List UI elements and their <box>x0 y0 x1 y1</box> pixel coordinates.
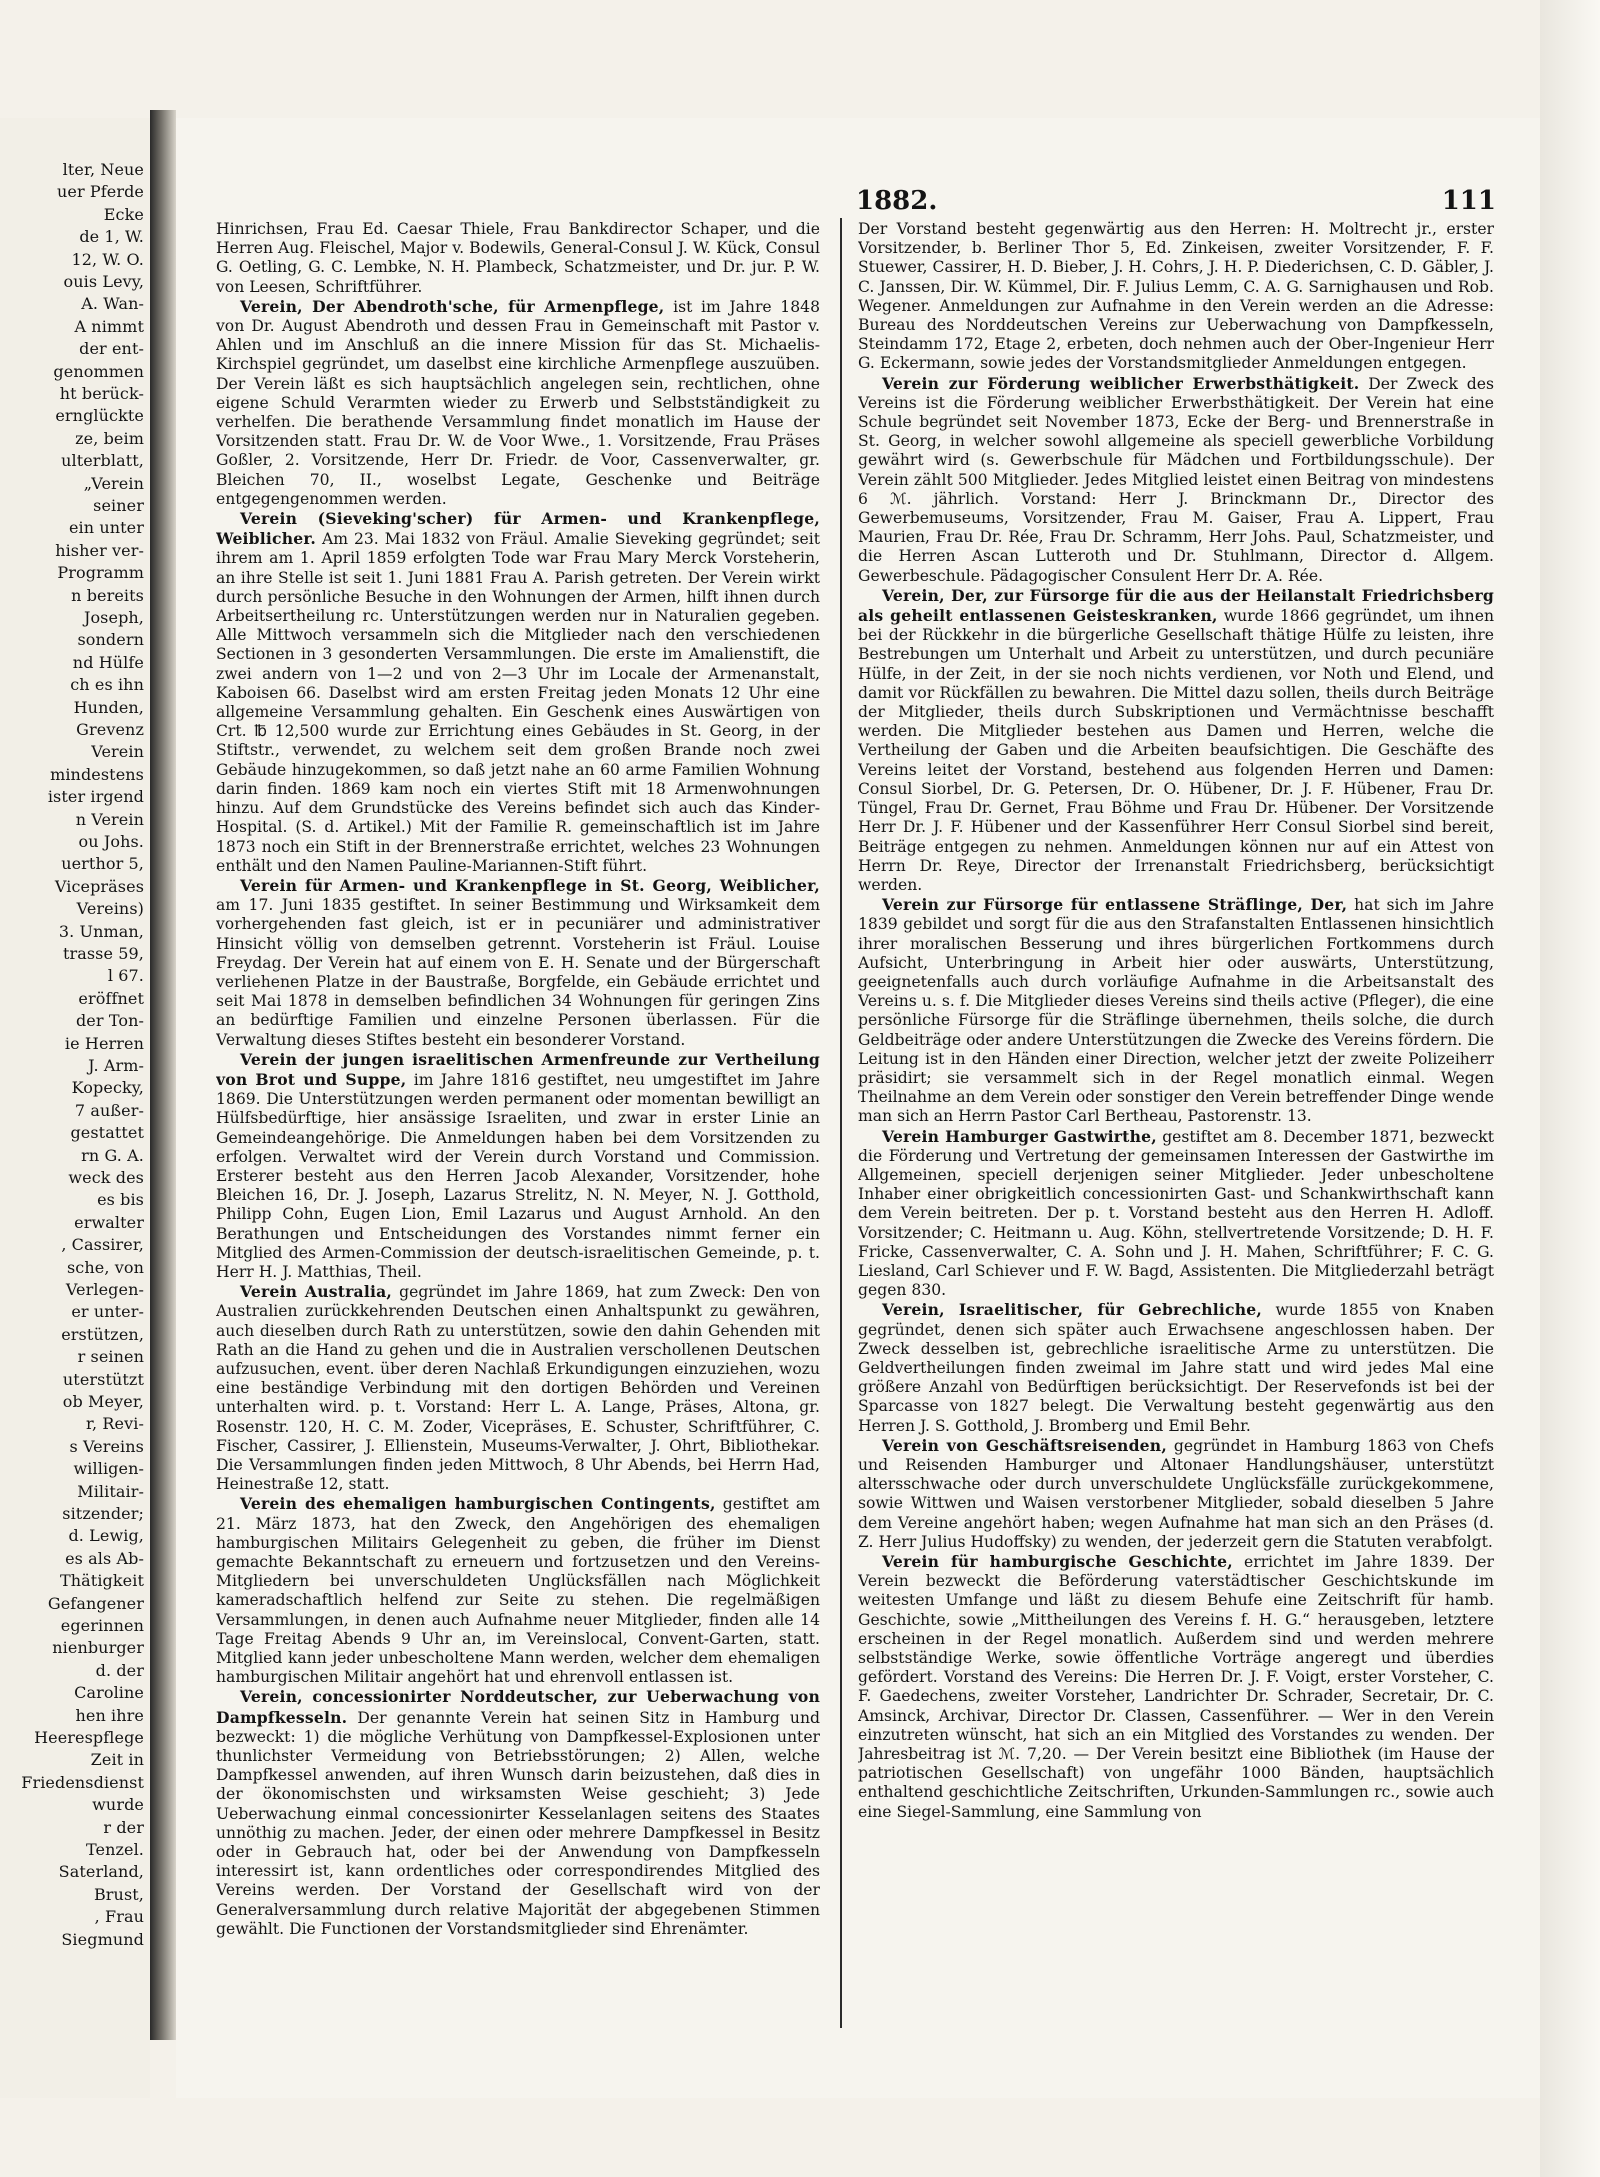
entry-heading: Verein des ehemaligen hamburgischen Contingents, <box>240 1494 716 1514</box>
entry-text: im Jahre 1816 gestiftet, neu umgestiftet im Jahre 1869. Die Unterstützungen werden permanent oder momentan bewilligt an Hülfsbedürftige, hier ansässige Israeliten, und zwar in erster Linie an Gemeindeangehörige. Die Anmeldungen haben bei dem Vorsitzenden zu erfolgen. Verwaltet wird der Verein durch Vorstand und Commission. Ersterer besteht aus den Herren Jacob Alexander, Vorsitzender, hohe Bleichen 16, Dr. J. Joseph, Lazarus Strelitz, N. N. Meyer, N. J. Gotthold, Philipp Cohn, Eugen Lion, Emil Lazarus und August Arnhold. An den Berathungen und Entscheidungen des Vorstandes nimmt ferner ein Mitglied des Armen-Commission der deutsch-israelitischen Gemeinde, p. t. Herr H. J. Matthias, Theil. <box>216 1070 820 1281</box>
facing-page-line: ob Meyer, <box>62 1392 144 1411</box>
facing-page-line: Friedensdienst <box>21 1772 144 1792</box>
facing-page-line: willigen- <box>73 1459 144 1479</box>
entry-heading: Verein, Der, zur Fürsorge für die aus der Heilanstalt Friedrichsberg als geheilt entlassenen Geisteskranken, <box>858 585 1494 626</box>
entry-text: hat sich im Jahre 1839 gebildet und sorgt für die aus den Strafanstalten Entlassenen hinsichtlich ihrer moralischen Besserung und ihres bürgerlichen Fortkommens durch Aufsicht, Unterbringung in Arbeit hier oder auswärts, Unterstützung, geeignetenfalls auch durch vorläufige Aufnahme in die Arbeitsanstalt des Vereins u. s. f. Die Mitglieder dieses Vereins sind theils active (Pfleger), die eine persönliche Fürsorge für die Sträflinge übernehmen, theils solche, die durch Geldbeiträge oder andere Unterstützungen die Zwecke des Vereins fördern. Die Leitung ist in den Händen einer Direction, welcher jetzt der zweite Polizeiherr präsidirt; sie versammelt sich in der Regel monatlich einmal. Wegen Theilnahme an dem Verein oder sonstiger den Verein betreffender Dinge wende man sich an Herrn Pastor Carl Bertheau, Pastorenstr. 13. <box>858 896 1494 1126</box>
facing-page-line: weck des <box>68 1168 144 1187</box>
society-entry <box>858 1436 1494 1552</box>
facing-page-line: es als Ab- <box>65 1548 144 1568</box>
facing-page-line: uer Pferde <box>56 182 144 202</box>
facing-page-line: 7 außer- <box>74 1100 144 1120</box>
facing-page-line: „Verein <box>83 473 144 493</box>
entry-text: Der Zweck des Vereins ist die Förderung weiblicher Erwerbsthätigkeit. Der Verein hat eine Schule begründet seit November 1873, Ecke der Berg- und Brennerstraße in St. Georg, in welcher sowohl allgemeine als speciell gewerbliche Vorbildung gewährt wird (s. Gewerbschule für Mädchen und Fortbildungsschule). Der Verein zählt 500 Mitglieder. Jedes Mitglied leistet einen Beitrag von mindestens 6 ℳ. jährlich. Vorstand: Herr J. Brinckmann Dr., Director des Gewerbemuseums, Vorsitzender, Frau M. Gaiser, Frau A. Lippert, Frau Maurien, Frau Dr. Rée, Frau Dr. Schramm, Herr Johs. Paul, Schatzmeister, und die Herren Ascan Lutteroth und Dr. Stuhlmann, Director d. Allgem. Gewerbeschule. Pädagogischer Consulent Herr Dr. A. Rée. <box>858 374 1494 585</box>
page-year: 1882. <box>856 186 938 216</box>
society-entry <box>216 1050 820 1282</box>
entry-text: gestiftet am 8. December 1871, bezweckt die Förderung und Vertretung der gemeinsamen Interessen der Gastwirthe im Allgemeinen, speciell derjenigen seiner Mitglieder. Jeder unbescholtene Inhaber einer obrigkeitlich concessionirten Gast- und Schankwirthschaft kann dem Verein beitreten. Der p. t. Vorstand besteht aus den Herren H. Adloff. Vorsitzender; C. Heitmann u. Aug. Köhn, stellvertretende Vorsitzende; D. H. F. Fricke, Cassenverwalter, C. A. Sohn und J. H. Mahen, Schriftführer; F. C. G. Liesland, Carl Schiever und F. W. Bagd, Assistenten. Die Mitgliederzahl beträgt gegen 830. <box>858 1127 1494 1300</box>
entry-heading: Verein (Sieveking'scher) für Armen- und Krankenpflege, Weiblicher. <box>216 509 820 549</box>
entry-heading: Verein zur Fürsorge für entlassene Sträflinge, Der, <box>882 895 1348 915</box>
right-text-column <box>858 220 1494 2080</box>
entry-heading: Verein, concessionirter Norddeutscher, zur Ueberwachung von Dampfkesseln. <box>216 1687 820 1727</box>
society-entry <box>858 1127 1494 1301</box>
entry-heading: Verein Australia, <box>240 1282 393 1302</box>
facing-page-line: r, Revi- <box>86 1414 144 1434</box>
facing-page-line: Gefangener <box>47 1593 144 1613</box>
facing-page-line: de 1, W. <box>79 227 144 247</box>
book-page <box>176 118 1540 2098</box>
society-entry <box>216 1494 820 1687</box>
entry-heading: Verein, Der Abendroth'sche, für Armenpflege, <box>240 296 665 316</box>
entry-text: gegründet in Hamburg 1863 von Chefs und Reisenden Hamburger und Altonaer Handlungshäuser, unterstützt altersschwache oder durch unverschuldete Unglücksfälle zurückgekommene, sowie Wittwen und Waisen verstorbener Mitglieder, sobald dieselben 5 Jahre dem Vereine angehört haben; wegen Aufnahme hat man sich an den Präses (d. Z. Herr Julius Hudoffsky) zu wenden, der jederzeit gern die Statuten verabfolgt. <box>858 1436 1494 1551</box>
facing-page-line: 3. Unman, <box>58 921 144 941</box>
facing-page-line: ze, beim <box>75 428 144 448</box>
running-head <box>176 186 1540 218</box>
entry-text: gestiftet am 21. März 1873, hat den Zweck, den Angehörigen des ehemaligen hamburgischen Militairs Gelegenheit zu geben, die früher im Dienst gemachte Bekanntschaft zu erneuern und fortzusetzen und den Vereins-Mitgliedern bei unverschuldeten Unglücksfällen nach Möglichkeit kameradschaftlich helfend zur Seite zu stehen. Die regelmäßigen Versammlungen, in denen auch Aufnahme neuer Mitglieder, finden alle 14 Tage Freitag Abends 9 Uhr an, im Vereinslocal, Convent-Garten, statt. Mitglied kann jeder unbescholtene Mann werden, welcher dem ehemaligen hamburgischen Militair angehört hat und ehrenvoll entlassen ist. <box>216 1495 820 1687</box>
facing-page-line: Vereins) <box>76 899 144 919</box>
facing-page-line: sche, von <box>67 1257 144 1277</box>
facing-page-line: ernglückte <box>55 406 144 426</box>
facing-page-line: er unter- <box>71 1302 144 1322</box>
facing-page-line: nd Hülfe <box>72 652 144 672</box>
facing-page-line: mindestens <box>50 764 144 784</box>
society-entry <box>216 509 820 876</box>
facing-page-line: der Ton- <box>75 1011 144 1031</box>
facing-page-line: Grevenz <box>76 720 144 739</box>
facing-page-line: r der <box>103 1817 144 1837</box>
facing-page-line: , Cassirer, <box>61 1235 144 1255</box>
facing-page-line: ch es ihn <box>70 675 144 695</box>
society-entry <box>858 895 1494 1126</box>
facing-page-line: , Frau <box>94 1907 144 1927</box>
facing-page-line: Militair- <box>77 1481 144 1501</box>
facing-page-line: wurde <box>92 1795 144 1815</box>
column-divider <box>840 218 842 2028</box>
society-entry <box>858 1552 1494 1822</box>
facing-page-line: d. der <box>95 1660 144 1680</box>
entry-text: am 17. Juni 1835 gestiftet. In seiner Bestimmung und Wirksamkeit dem vorhergehenden fast gleich, ist er in pecuniärer und administrativer Hinsicht völlig von demselben getrennt. Vorsteherin ist Fräul. Louise Freydag. Der Verein hat auf einem von E. H. Senate und der Bürgerschaft verliehenen Platze in der Baustraße, Borgfelde, ein Gebäude errichtet und seit Mai 1878 in demselben befindlichen 34 Wohnungen für geringen Zins an bedürftige Familien und einzelne Personen überlassen. Für die Verwaltung dieses Stiftes besteht ein besonderer Vorstand. <box>216 896 820 1049</box>
entry-heading: Verein von Geschäftsreisenden, <box>882 1435 1167 1455</box>
facing-page-line: J. Arm- <box>88 1056 144 1075</box>
entry-heading: Verein zur Förderung weiblicher Erwerbsthätigkeit. <box>882 373 1360 393</box>
entry-text: Der Vorstand besteht gegenwärtig aus den Herren: H. Moltrecht jr., erster Vorsitzender, b. Berliner Thor 5, Ed. Zinkeisen, zweiter Vorsitzender, F. F. Stuewer, Cassirer, H. D. Bieber, J. H. Cohrs, J. H. P. Diederichsen, C. D. Gäbler, J. C. Janssen, Dir. W. Kümmel, Dir. F. Julius Lemm, C. A. G. Sarnighausen und Rob. Wegener. Anmeldungen zur Aufnahme in den Verein werden an die Adresse: Bureau des Norddeutschen Vereins zur Ueberwachung von Dampfkesseln, Steindamm 172, Etage 2, erbeten, doch nehmen auch der Ober-Ingenieur Herr G. Eckermann, sowie jedes der Vorstandsmitglieder Anmeldungen entgegen. <box>858 220 1494 373</box>
facing-page-line: ie Herren <box>64 1033 144 1053</box>
facing-page-line: ou Johs. <box>78 832 144 851</box>
society-entry <box>858 586 1494 895</box>
entry-heading: Verein, Israelitischer, für Gebrechliche, <box>882 1300 1263 1320</box>
facing-page-line: eröffnet <box>78 988 144 1008</box>
facing-page-line: ouis Levy, <box>63 272 144 291</box>
facing-page-line: Ecke <box>103 204 144 224</box>
society-entry <box>858 1300 1494 1435</box>
facing-page-line: Thätigkeit <box>59 1571 144 1591</box>
facing-page-line: sitzender; <box>62 1504 144 1523</box>
entry-heading: Verein der jungen israelitischen Armenfreunde zur Vertheilung von Brot und Suppe, <box>216 1049 820 1089</box>
facing-page-line: Programm <box>57 563 144 583</box>
facing-page-line: s Vereins <box>69 1436 144 1456</box>
entry-text: errichtet im Jahre 1839. Der Verein bezweckt die Beförderung vaterstädtischer Geschichtskunde im weitesten Umfange und läßt zu diesem Behufe eine Zeitschrift für hamb. Geschichte, sowie „Mittheilungen des Vereins f. H. G.“ herausgeben, letztere erscheinen in der Regel monatlich. Außerdem sind und werden mehrere selbstständige Werke, sowie öffentliche Vorträge angeregt und überdies gefördert. Vorstand des Vereins: Die Herren Dr. J. F. Voigt, erster Vorsteher, C. F. Gaedechens, zweiter Vorsteher, Landrichter Dr. Schrader, Secretair, Dr. C. Amsinck, Archivar, Director Dr. Classen, Cassenführer. — Wer in den Verein einzutreten wünscht, hat sich an ein Mitglied des Vorstandes zu wenden. Der Jahresbeitrag ist ℳ. 7,20. — Der Verein besitzt eine Bibliothek (im Hause der patriotischen Gesellschaft) von ungefähr 1000 Bänden, hauptsächlich enthaltend geschichtliche Zeitschriften, Urkunden-Sammlungen rc., sowie auch eine Siegel-Sammlung, eine Sammlung von <box>858 1553 1494 1821</box>
facing-page-line: seiner <box>93 496 144 515</box>
facing-page-line: Saterland, <box>58 1862 144 1882</box>
entry-text: Am 23. Mai 1832 von Fräul. Amalie Sieveking gegründet; seit ihrem am 1. April 1859 erfolgten Tode war Frau Mary Merck Vorsteherin, an ihre Stelle ist seit 1. Juni 1881 Frau A. Parish getreten. Der Verein wirkt durch persönliche Besuche in den Wohnungen der Armen, hilft ihnen durch Arbeitsertheilung rc. Unterstützungen werden nur in Naturalien gegeben. Alle Mittwoch versammeln sich die Mitglieder nach den verschiedenen Sectionen in 3 gesonderten Versammlungen. Die erste im Amalienstift, die zwei andern von 1—2 und von 2—3 Uhr im Locale der Armenanstalt, Kaboisen 66. Daselbst wird am ersten Freitag jeden Monats 12 Uhr eine allgemeine Versammlung gehalten. Ein Geschenk eines Auswärtigen von Crt. ℔ 12,500 wurde zur Errichtung eines Gebäudes in St. Georg, in der Stiftstr., verwendet, zu welchem seit dem großen Brande noch zwei Gebäude hinzugekommen, so daß jetzt nahe an 60 arme Familien Wohnung darin finden. 1869 kam noch ein viertes Stift mit 18 Armenwohnungen hinzu. Auf dem Grundstücke des Vereins befindet sich auch das Kinder-Hospital. (S. d. Artikel.) Mit der Familie R. gemeinschaftlich ist im Jahre 1873 noch ein Stift in der Brennerstraße errichtet, welches 23 Wohnungen enthält und den Namen Pauline-Mariannen-Stift führt. <box>216 530 820 875</box>
facing-page-fragment <box>0 118 150 2098</box>
facing-page-line: erwalter <box>74 1212 144 1232</box>
facing-page-line: d. Lewig, <box>68 1526 144 1546</box>
facing-page-line: ht berück- <box>59 384 144 403</box>
society-entry <box>216 1282 820 1494</box>
entry-text: Der genannte Verein hat seinen Sitz in Hamburg und bezweckt: 1) die mögliche Verhütung von Dampfkessel-Explosionen unter thunlichster Vermeidung von Betriebsstörungen; 2) Allen, welche Dampfkessel anwenden, auf ihren Wunsch darin beizustehen, daß dies in der ökonomischsten und wirksamsten Weise geschieht; 3) Jede Ueberwachung einmal concessionirter Kesselanlagen seitens des Staates unnöthig zu machen. Jeder, der einen oder mehrere Dampfkessel in Besitz oder in Gebrauch hat, oder bei der Anwendung von Dampfkesseln interessirt ist, kann ordentliches oder correspondirendes Mitglied des Vereins werden. Der Vorstand der Gesellschaft wird von der Generalversammlung durch relative Majorität der abgegebenen Stimmen gewählt. Die Functionen der Vorstandsmitglieder sind Ehrenämter. <box>216 1708 820 1938</box>
facing-page-line: der ent- <box>79 339 144 359</box>
facing-page-line: Hunden, <box>73 697 144 717</box>
facing-page-line: A nimmt <box>74 316 144 336</box>
book-gutter <box>150 110 176 2040</box>
facing-page-line: Verein <box>91 742 144 762</box>
society-entry <box>858 220 1494 374</box>
entry-heading: Verein Hamburger Gastwirthe, <box>882 1126 1157 1146</box>
facing-page-line: Verlegen- <box>65 1280 144 1299</box>
society-entry <box>858 374 1494 586</box>
facing-page-line: Heerespflege <box>34 1728 144 1747</box>
facing-page-line: rn G. A. <box>81 1145 144 1165</box>
facing-page-line: trasse 59, <box>62 944 144 963</box>
facing-page-line: ulterblatt, <box>61 451 144 471</box>
facing-page-line: n bereits <box>71 585 144 605</box>
facing-page-line: Brust, <box>93 1884 144 1904</box>
facing-page-line: nienburger <box>52 1638 144 1658</box>
facing-page-line: A. Wan- <box>81 294 144 314</box>
facing-page-line: uterstützt <box>62 1369 144 1389</box>
facing-page-line: Caroline <box>74 1683 144 1703</box>
entry-heading: Verein für Armen- und Krankenpflege in St. Georg, Weiblicher, <box>240 875 820 895</box>
facing-page-line: lter, Neue <box>62 160 144 179</box>
facing-page-line: erstützen, <box>61 1324 144 1344</box>
facing-page-line: Joseph, <box>83 608 144 627</box>
page-number: 111 <box>1441 186 1496 216</box>
facing-page-line: Kopecky, <box>71 1078 144 1098</box>
facing-page-line: Tenzel. <box>85 1840 144 1859</box>
facing-page-line: egerinnen <box>60 1616 144 1635</box>
entry-text: ist im Jahre 1848 von Dr. August Abendroth und dessen Frau in Gemeinschaft mit Pastor v. Ahlen und im Anschluß an die innere Mission für das St. Michaelis-Kirchspiel gegründet, um daselbst eine kirchliche Armenpflege auszuüben. Der Verein läßt es sich hauptsächlich angelegen sein, rechtlichen, ohne eigene Schuld Verarmten wieder zu Erwerb und Selbstständigkeit zu verhelfen. Die berathende Versammlung findet monatlich im Hause der Vorsitzenden statt. Frau Dr. W. de Voor Wwe., 1. Vorsitzende, Frau Präses Goßler, 2. Vorsitzende, Herr Dr. Friedr. de Voor, Cassenverwalter, gr. Bleichen 70, II., woselbst Legate, Geschenke und Beiträge entgegengenommen werden. <box>216 297 820 508</box>
society-entry <box>216 220 820 297</box>
society-entry <box>216 297 820 509</box>
facing-page-line: Vicepräses <box>54 876 144 896</box>
facing-page-line: r seinen <box>77 1347 144 1367</box>
page-edge <box>1540 0 1600 2177</box>
facing-page-line: genommen <box>53 361 144 381</box>
entry-heading: Verein für hamburgische Geschichte, <box>882 1552 1233 1572</box>
facing-page-line: ein unter <box>68 518 144 538</box>
facing-page-line: es bis <box>97 1190 144 1210</box>
facing-page-line: l 67. <box>107 966 144 986</box>
facing-page-line: 12, W. O. <box>71 249 144 269</box>
entry-text: gegründet im Jahre 1869, hat zum Zweck: Den von Australien zurückkehrenden Deutschen einen Anhaltspunkt zu gewähren, auch dieselben durch Rath zu unterstützen, sowie den dahin Gehenden mit Rath an die Hand zu gehen und die in Australien verschollenen Deutschen aufzusuchen, event. über deren Nachlaß Erkundigungen einzuziehen, wozu eine beständige Verbindung mit den dortigen Behörden und Vereinen unterhalten wird. p. t. Vorstand: Herr L. A. Lange, Präses, Altona, gr. Rosenstr. 120, H. C. M. Zoder, Vicepräses, E. Schuster, Schriftführer, C. Fischer, Cassirer, J. Ellienstein, Museums-Verwalter, J. Ohrt, Bibliothekar. Die Versammlungen finden jeden Mittwoch, 8 Uhr Abends, bei Herrn Had, Heinestraße 12, statt. <box>216 1283 820 1494</box>
facing-page-line: Zeit in <box>90 1750 144 1770</box>
society-entry <box>216 1687 820 1939</box>
facing-page-line: ister irgend <box>47 787 144 807</box>
facing-page-line: sondern <box>77 630 144 650</box>
facing-page-line: Siegmund <box>61 1929 144 1949</box>
facing-page-line: hisher ver- <box>55 540 144 560</box>
left-text-column <box>216 220 820 2080</box>
facing-page-line: n Verein <box>75 809 144 829</box>
entry-text: wurde 1866 gegründet, um ihnen bei der Rückkehr in die bürgerliche Gesellschaft thätige Hülfe zu leisten, ihre Bestrebungen um Unterhalt und Arbeit zu unterstützen, und durch pecuniäre Hülfe, in der Zeit, in der sie noch nichts verdienen, vor Noth und Elend, und damit vor Rückfällen zu bewahren. Die Mittel dazu sollen, theils durch Beiträge der Mitglieder, theils durch Subskriptionen und Vermächtnisse beschafft werden. Die Mitglieder bestehen aus Damen und Herren, welche die Vertheilung der Gaben und die Arbeiten beaufsichtigen. Die Geschäfte des Vereins leitet der Vorstand, bestehend aus folgenden Herren und Damen: Consul Siorbel, Dr. G. Petersen, Dr. O. Hübener, Dr. J. F. Hübener, Frau Dr. Tüngel, Frau Dr. Gernet, Frau Böhme und Frau Dr. Hübener. Der Vorsitzende Herr Dr. J. F. Hübener und der Kassenführer Herr Consul Siorbel sind bereit, Beiträge entgegen zu nehmen. Anmeldungen können nur auf ein Attest von Herrn Dr. Reye, Director der Irrenanstalt Friedrichsberg, berücksichtigt werden. <box>858 607 1494 894</box>
society-entry <box>216 876 820 1050</box>
entry-text: Hinrichsen, Frau Ed. Caesar Thiele, Frau Bankdirector Schaper, und die Herren Aug. Fleischel, Major v. Bodewils, General-Consul J. W. Kück, Consul G. Oetling, G. C. Lembke, N. H. Plambeck, Schatzmeister, und Dr. jur. P. W. von Leesen, Schriftführer. <box>216 220 820 296</box>
facing-page-line: hen ihre <box>75 1705 144 1725</box>
facing-page-line: gestattet <box>70 1123 144 1143</box>
entry-text: wurde 1855 von Knaben gegründet, denen sich später auch Erwachsene angeschlossen haben. Der Zweck desselben ist, gebrechliche israelitische Arme zu unterstützen. Die Geldvertheilungen finden zweimal im Jahre statt und wird jedes Mal eine größere Anzahl von Bedürftigen berücksichtigt. Der Reservefonds ist bei der Sparcasse von 1827 belegt. Die Verwaltung besteht gegenwärtig aus den Herren J. S. Gotthold, J. Bromberg und Emil Behr. <box>858 1301 1494 1435</box>
facing-page-line: uerthor 5, <box>61 854 144 874</box>
